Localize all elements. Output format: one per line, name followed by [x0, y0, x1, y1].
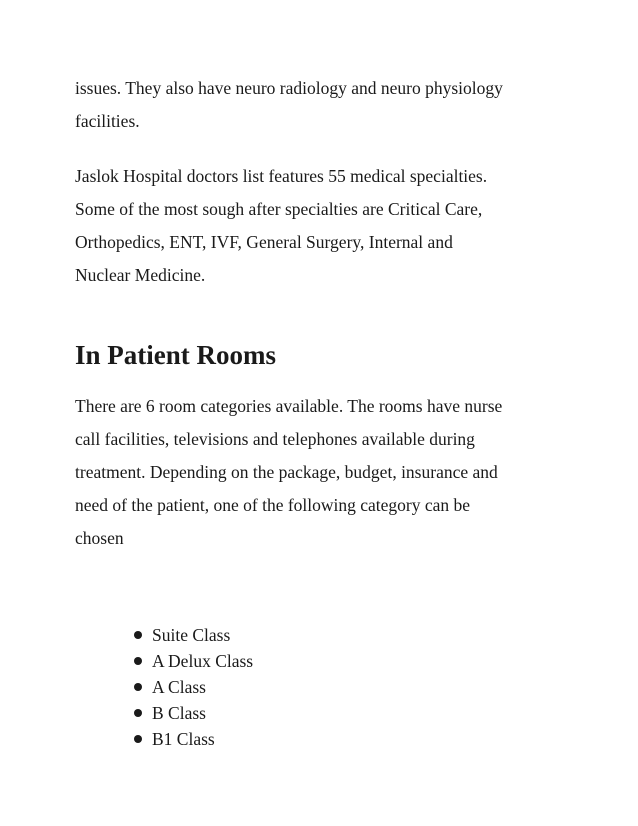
- section-heading: In Patient Rooms: [75, 340, 276, 370]
- paragraph-room-categories: [75, 390, 575, 555]
- room-class-list: [134, 622, 253, 752]
- text-line: issues. They also have neuro radiology and neuro physiology: [75, 78, 503, 98]
- list-item: [134, 726, 253, 752]
- text-line: Nuclear Medicine.: [75, 265, 206, 285]
- list-item: [134, 700, 253, 726]
- text-line: chosen: [75, 528, 124, 548]
- list-item-label: B Class: [152, 703, 206, 723]
- text-line: treatment. Depending on the package, budget, insurance and: [75, 462, 498, 482]
- text-line: Some of the most sough after specialties are Critical Care,: [75, 199, 483, 219]
- text-line: need of the patient, one of the following category can be: [75, 495, 471, 515]
- text-line: facilities.: [75, 111, 140, 131]
- bullet-icon: [134, 657, 142, 665]
- bullet-icon: [134, 735, 142, 743]
- list-item-label: A Delux Class: [152, 651, 254, 671]
- list-item: [134, 648, 253, 674]
- text-line: call facilities, televisions and telephones available during: [75, 429, 475, 449]
- paragraph-specialties: [75, 160, 575, 292]
- list-item: [134, 674, 253, 700]
- bullet-icon: [134, 683, 142, 691]
- bullet-icon: [134, 631, 142, 639]
- bullet-icon: [134, 709, 142, 717]
- text-line: Orthopedics, ENT, IVF, General Surgery, Internal and: [75, 232, 453, 252]
- list-item-label: B1 Class: [152, 729, 215, 749]
- list-item-label: Suite Class: [152, 625, 231, 645]
- text-line: Jaslok Hospital doctors list features 55 medical specialties.: [75, 166, 488, 186]
- list-item-label: A Class: [152, 677, 206, 697]
- list-item: [134, 622, 253, 648]
- text-line: There are 6 room categories available. The rooms have nurse: [75, 396, 503, 416]
- paragraph-neuro-facilities: [75, 72, 575, 138]
